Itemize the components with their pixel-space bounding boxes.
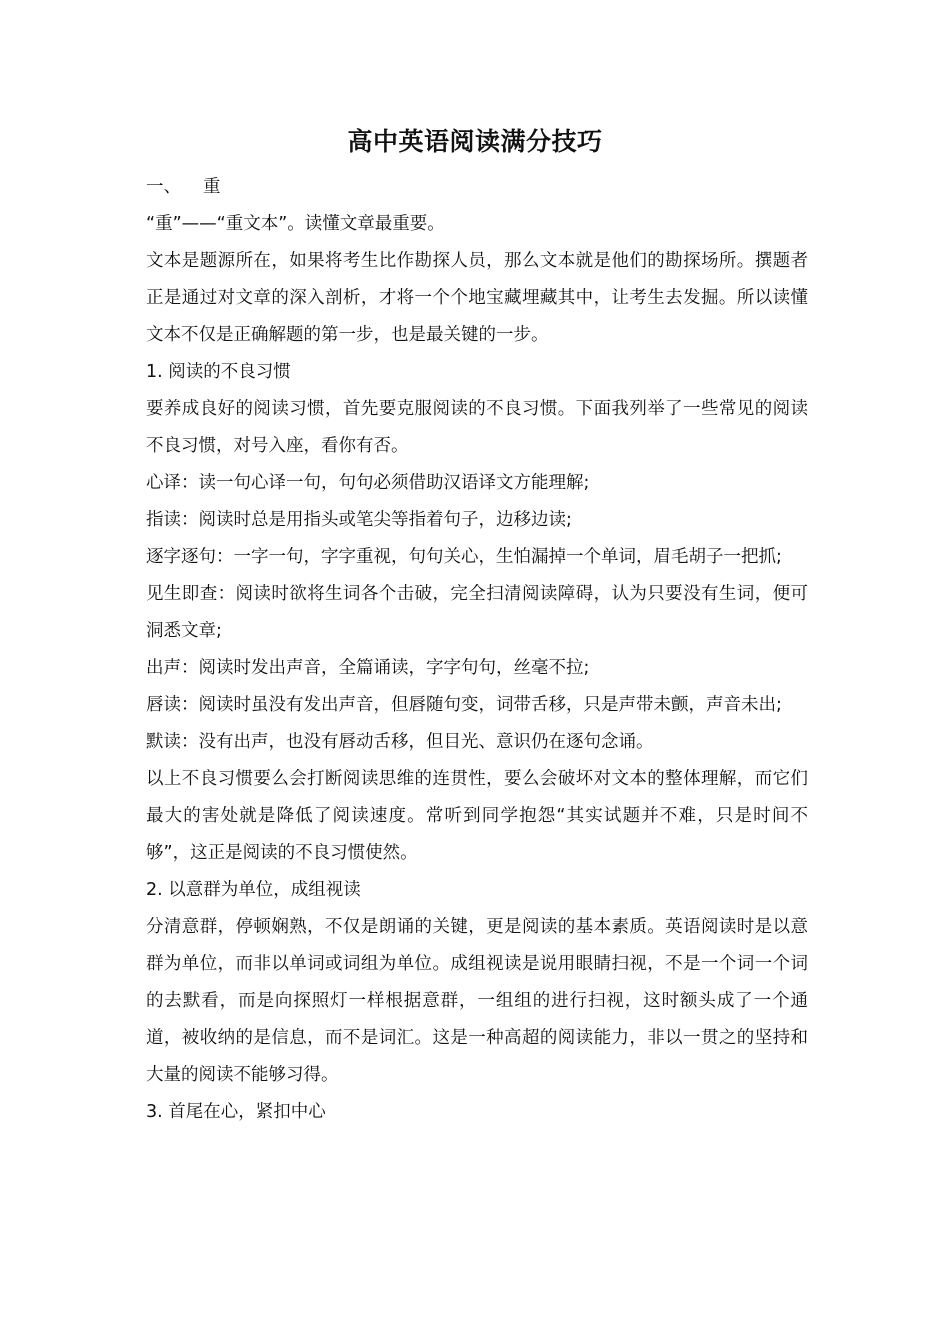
paragraph-sense-groups: 分清意群，停顿娴熟，不仅是朗诵的关键，更是阅读的基本素质。英语阅读时是以意群为单位，而非以单词或词组为单位。成组视读是说用眼睛扫视，不是一个词一个词的去默看，而是向探照灯一样根据意群，一组组的进行扫视，这时额头成了一个通道，被收纳的是信息，而不是词汇。这是一种高超的阅读能力，非以一贯之的坚持和大量的阅读不能够习得。 (146, 917, 808, 1085)
subheading-sense-groups: 2. 以意群为单位，成组视读 (146, 880, 361, 900)
section-title: 重 (203, 177, 221, 197)
list-item: 指读：阅读时总是用指头或笔尖等指着句子，边移边读; (146, 510, 572, 530)
paragraph-text-source: 文本是题源所在，如果将考生比作勘探人员，那么文本就是他们的勘探场所。撰题者正是通过对文章的深入剖析，才将一个个地宝藏埋藏其中，让考生去发掘。所以读懂文本不仅是正确解题的第一步，也是最关键的一步。 (146, 251, 808, 345)
list-item: 逐字逐句：一字一句，字字重视，句句关心，生怕漏掉一个单词，眉毛胡子一把抓; (146, 547, 782, 567)
paragraph-habits-summary: 以上不良习惯要么会打断阅读思维的连贯性，要么会破坏对文本的整体理解，而它们最大的害处就是降低了阅读速度。常听到同学抱怨“其实试题并不难，只是时间不够”，这正是阅读的不良习惯使然。 (146, 769, 808, 863)
subheading-head-tail: 3. 首尾在心，紧扣中心 (146, 1102, 326, 1122)
document-body (146, 169, 808, 1131)
section-number: 一、 (146, 177, 181, 197)
document-title: 高中英语阅读满分技巧 (347, 127, 603, 156)
paragraph-habits-intro: 要养成良好的阅读习惯，首先要克服阅读的不良习惯。下面我列举了一些常见的阅读不良习惯，对号入座，看你有否。 (146, 399, 808, 456)
section-heading (146, 169, 808, 206)
subheading-bad-habits: 1. 阅读的不良习惯 (146, 362, 291, 382)
list-item: 心译：读一句心译一句，句句必须借助汉语译文方能理解; (146, 473, 590, 493)
list-item: 见生即查：阅读时欲将生词各个击破，完全扫清阅读障碍，认为只要没有生词，便可洞悉文章; (146, 584, 808, 641)
list-item: 唇读：阅读时虽没有发出声音，但唇随句变，词带舌移，只是声带未颤，声音未出; (146, 695, 782, 715)
list-item: 默读：没有出声，也没有唇动舌移，但目光、意识仍在逐句念诵。 (146, 732, 654, 752)
paragraph-intro: “重”——“重文本”。读懂文章最重要。 (146, 214, 445, 234)
list-item: 出声：阅读时发出声音，全篇诵读，字字句句，丝毫不拉; (146, 658, 590, 678)
